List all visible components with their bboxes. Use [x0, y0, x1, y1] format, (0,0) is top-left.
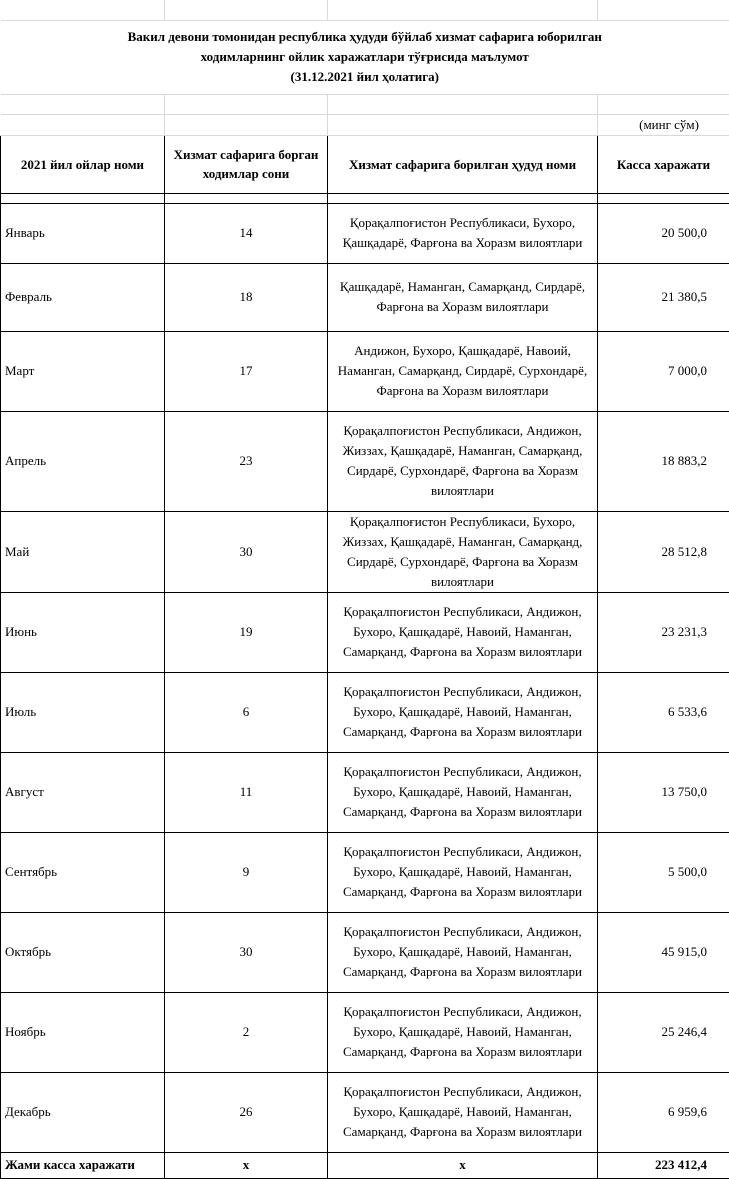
count-cell: 9 [165, 832, 328, 912]
regions-cell: Қорақалпоғистон Республикаси, Андижон, Бухоро, Қашқадарё, Навоий, Наманган, Самарқанд, Фарғона ва Хоразм вилоятлари [328, 752, 598, 832]
table-row [1, 752, 729, 832]
month-cell: Апрель [1, 411, 165, 511]
table-row [1, 511, 729, 592]
month-cell: Июль [1, 672, 165, 752]
count-cell: 17 [165, 331, 328, 411]
month-cell: Июнь [1, 592, 165, 672]
expense-cell: 7 000,0 [598, 331, 729, 411]
expense-cell: 13 750,0 [598, 752, 729, 832]
expense-cell: 6 533,6 [598, 672, 729, 752]
count-cell: 11 [165, 752, 328, 832]
regions-cell: Қорақалпоғистон Республикаси, Андижон, Бухоро, Қашқадарё, Навоий, Наманган, Самарқанд, Фарғона ва Хоразм вилоятлари [328, 832, 598, 912]
expense-cell: 25 246,4 [598, 992, 729, 1072]
month-cell: Декабрь [1, 1072, 165, 1152]
count-cell: 26 [165, 1072, 328, 1152]
table-row [1, 411, 729, 511]
unit-label: (минг сўм) [598, 114, 729, 135]
header-count: Хизмат сафарига борган ходимлар сони [165, 135, 328, 193]
regions-cell: Қашқадарё, Наманган, Самарқанд, Сирдарё, Фарғона ва Хоразм вилоятлари [328, 263, 598, 331]
header-month: 2021 йил ойлар номи [1, 135, 165, 193]
expense-cell: 45 915,0 [598, 912, 729, 992]
regions-cell: Қорақалпоғистон Республикаси, Андижон, Бухоро, Қашқадарё, Навоий, Наманган, Самарқанд, Фарғона ва Хоразм вилоятлари [328, 912, 598, 992]
table-row [1, 992, 729, 1072]
expense-cell: 20 500,0 [598, 203, 729, 263]
title-line-1: Вакил девони томонидан республика ҳудуди бўйлаб хизмат сафарига юборилган [1, 27, 729, 47]
month-cell: Март [1, 331, 165, 411]
expense-cell: 28 512,8 [598, 511, 729, 592]
table-row [1, 203, 729, 263]
title-row [1, 20, 729, 94]
expense-cell: 21 380,5 [598, 263, 729, 331]
table-row [1, 263, 729, 331]
expense-cell: 5 500,0 [598, 832, 729, 912]
expense-cell: 18 883,2 [598, 411, 729, 511]
count-cell: 30 [165, 511, 328, 592]
table-row [1, 672, 729, 752]
total-region: x [328, 1152, 598, 1178]
total-label: Жами касса харажати [1, 1152, 165, 1178]
month-cell: Ноябрь [1, 992, 165, 1072]
header-row [1, 135, 729, 193]
table-row [1, 912, 729, 992]
spacer-row [1, 0, 729, 20]
month-cell: Август [1, 752, 165, 832]
header-expense: Касса харажати [598, 135, 729, 193]
month-cell: Октябрь [1, 912, 165, 992]
regions-cell: Қорақалпоғистон Республикаси, Бухоро, Қашқадарё, Фарғона ва Хоразм вилоятлари [328, 203, 598, 263]
count-cell: 2 [165, 992, 328, 1072]
month-cell: Май [1, 511, 165, 592]
month-cell: Январь [1, 203, 165, 263]
total-expense: 223 412,4 [598, 1152, 729, 1178]
count-cell: 23 [165, 411, 328, 511]
count-cell: 30 [165, 912, 328, 992]
regions-cell: Қорақалпоғистон Республикаси, Бухоро, Жиззах, Қашқадарё, Наманган, Самарқанд, Сирдарё, Сурхондарё, Фарғона ва Хоразм вилоятлари [328, 511, 598, 592]
title-line-3: (31.12.2021 йил ҳолатига) [1, 67, 729, 87]
expense-cell: 6 959,6 [598, 1072, 729, 1152]
regions-cell: Қорақалпоғистон Республикаси, Андижон, Бухоро, Қашқадарё, Навоий, Наманган, Самарқанд, Фарғона ва Хоразм вилоятлари [328, 1072, 598, 1152]
count-cell: 6 [165, 672, 328, 752]
gap-row [1, 193, 729, 203]
table-row [1, 1072, 729, 1152]
regions-cell: Қорақалпоғистон Республикаси, Андижон, Бухоро, Қашқадарё, Навоий, Наманган, Самарқанд, Фарғона ва Хоразм вилоятлари [328, 672, 598, 752]
count-cell: 18 [165, 263, 328, 331]
regions-cell: Қорақалпоғистон Республикаси, Андижон, Бухоро, Қашқадарё, Навоий, Наманган, Самарқанд, Фарғона ва Хоразм вилоятлари [328, 592, 598, 672]
total-count: x [165, 1152, 328, 1178]
table-row [1, 331, 729, 411]
count-cell: 14 [165, 203, 328, 263]
month-cell: Февраль [1, 263, 165, 331]
header-region: Хизмат сафарига борилган ҳудуд номи [328, 135, 598, 193]
regions-cell: Андижон, Бухоро, Қашқадарё, Навоий, Наманган, Самарқанд, Сирдарё, Сурхондарё, Фарғона ва Хоразм вилоятлари [328, 331, 598, 411]
unit-row [1, 114, 729, 135]
table-row [1, 592, 729, 672]
month-cell: Сентябрь [1, 832, 165, 912]
total-row [1, 1152, 729, 1178]
title-line-2: ходимларнинг ойлик харажатлари тўғрисида маълумот [1, 47, 729, 67]
count-cell: 19 [165, 592, 328, 672]
table-row [1, 832, 729, 912]
expense-cell: 23 231,3 [598, 592, 729, 672]
spacer-row [1, 94, 729, 114]
regions-cell: Қорақалпоғистон Республикаси, Андижон, Жиззах, Қашқадарё, Наманган, Самарқанд, Сирдарё, Сурхондарё, Фарғона ва Хоразм вилоятлари [328, 411, 598, 511]
document-title [1, 20, 729, 94]
regions-cell: Қорақалпоғистон Республикаси, Андижон, Бухоро, Қашқадарё, Навоий, Наманган, Самарқанд, Фарғона ва Хоразм вилоятлари [328, 992, 598, 1072]
